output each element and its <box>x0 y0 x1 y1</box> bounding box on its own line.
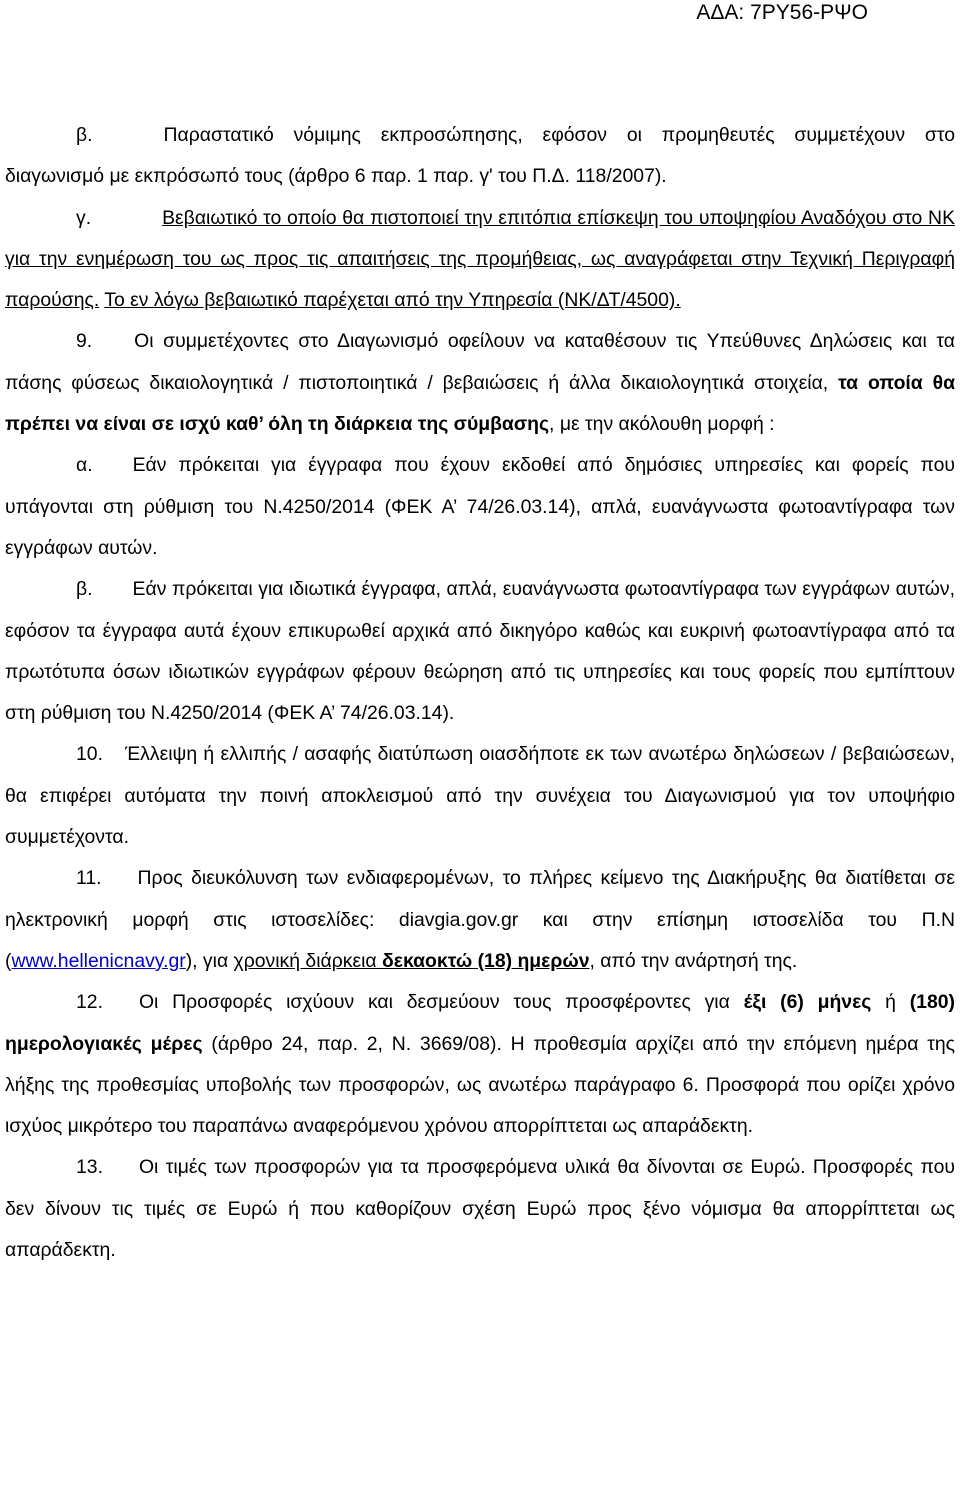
ada-header: ΑΔΑ: 7ΡΥ56-ΡΨΟ <box>696 1 868 24</box>
paragraph-number: 13. <box>76 1156 103 1179</box>
website-link[interactable]: www.hellenicnavy.gr <box>11 949 186 972</box>
item-marker: γ. <box>76 206 92 229</box>
document-body <box>5 115 955 1271</box>
paragraph-text: Οι συμμετέχοντες στο Διαγωνισμό οφείλουν να καταθέσουν τις Υπεύθυνες Δηλώσεις και τα πάσης φύσεως δικαιολογητικά / πιστοποιητικά / βεβαιώσεις ή άλλα δικαιολογητικά στοιχεία, <box>5 330 955 394</box>
paragraph-9b <box>5 569 955 734</box>
paragraph-text: Εάν πρόκειται για έγγραφα που έχουν εκδοθεί από δημόσιες υπηρεσίες και φορείς που υπάγονται στη ρύθμιση του Ν.4250/2014 (ΦΕΚ Α’ 74/26.03.14), απλά, ευανάγνωστα φωτοαντίγραφα των εγγράφων αυτών. <box>5 454 955 559</box>
paragraph-13 <box>5 1147 955 1271</box>
paragraph-text: , με την ακόλουθη μορφή : <box>549 413 775 436</box>
paragraph-text: Προς διευκόλυνση των ενδιαφερομένων, το πλήρες κείμενο της Διακήρυξης θα διατίθεται σε ηλεκτρονική μορφή στις ιστοσελίδες: diavgia.gov.gr και στην επίσημη ιστοσελίδα του Π.Ν ( <box>5 867 955 972</box>
paragraph-text: ), για <box>185 949 234 972</box>
bold-underlined-text: δεκαοκτώ (18) ημερών <box>382 949 590 972</box>
paragraph-g <box>5 198 955 322</box>
bold-text: (180) ημερολογιακές μέρες <box>5 991 955 1055</box>
underlined-text: , <box>589 949 595 972</box>
paragraph-12 <box>5 982 955 1147</box>
item-marker: β. <box>76 578 93 601</box>
item-marker: β. <box>76 124 93 146</box>
paragraph-number: 10. <box>76 743 103 766</box>
item-marker: α. <box>76 454 93 477</box>
underlined-text: Βεβαιωτικό το οποίο θα πιστοποιεί την επιτόπια επίσκεψη του υποψηφίου Αναδόχου στο ΝΚ για την ενημέρωση του ως προς τις απαιτήσεις της προμήθειας, ως αναγράφεται στην Τεχνική Περιγραφή παρούσης. <box>5 206 955 312</box>
paragraph-11 <box>5 858 955 982</box>
paragraph-text: από την ανάρτησή της. <box>594 949 798 972</box>
underlined-text: Το εν λόγω βεβαιωτικό παρέχεται από την Υπηρεσία (ΝΚ/ΔΤ/4500). <box>104 289 681 312</box>
bold-text: τα οποία θα πρέπει να είναι σε ισχύ καθ’ όλη τη διάρκεια της σύμβασης <box>5 371 955 436</box>
underlined-text: χρονική διάρκεια <box>233 949 382 972</box>
paragraph-text: Παραστατικό νόμιμης εκπροσώπησης, εφόσον οι προμηθευτές συμμετέχουν στο διαγωνισμό με εκπρόσωπό τους (άρθρο 6 παρ. 1 παρ. γ' του Π.Δ. 118/2007). <box>5 124 955 188</box>
paragraph-number: 12. <box>76 991 103 1014</box>
paragraph-number: 11. <box>76 867 102 890</box>
paragraph-text: Εάν πρόκειται για ιδιωτικά έγγραφα, απλά, ευανάγνωστα φωτοαντίγραφα των εγγράφων αυτών, εφόσον τα έγγραφα αυτά έχουν επικυρωθεί αρχικά από δικηγόρο καθώς και ευκρινή φωτοαντίγραφα από τα πρωτότυπα όσων ιδιωτικών εγγράφων φέρουν θεώρηση από τις υπηρεσίες και τους φορείς που εμπίπτουν στη ρύθμιση του Ν.4250/2014 (ΦΕΚ Α’ 74/26.03.14). <box>5 578 955 725</box>
paragraph-text: Οι τιμές των προσφορών για τα προσφερόμενα υλικά θα δίνονται σε Ευρώ. Προσφορές που δεν δίνουν τις τιμές σε Ευρώ ή που καθορίζουν σχέση Ευρώ προς ξένο νόμισμα θα απορρίπτεται ως απαράδεκτη. <box>5 1156 955 1262</box>
paragraph-text: Οι Προσφορές ισχύουν και δεσμεύουν τους προσφέροντες για <box>138 991 744 1014</box>
paragraph-9 <box>5 321 955 445</box>
paragraph-number: 9. <box>76 330 93 353</box>
paragraph-b <box>5 115 955 198</box>
paragraph-10 <box>5 734 955 858</box>
paragraph-text: (άρθρο 24, παρ. 2, Ν. 3669/08). Η προθεσμία αρχίζει από την επόμενη ημέρα της λήξης της προθεσμίας υποβολής των προσφορών, ως ανωτέρω παράγραφο 6. Προσφορά που ορίζει χρόνο ισχύος μικρότερο του παραπάνω αναφερόμενου χρόνου απορρίπτεται ως απαράδεκτη. <box>5 1032 955 1138</box>
bold-text: έξι (6) μήνες <box>743 991 872 1014</box>
paragraph-9a <box>5 445 955 569</box>
paragraph-text: Έλλειψη ή ελλιπής / ασαφής διατύπωση οιασδήποτε εκ των ανωτέρω δηλώσεων / βεβαιώσεων, θα επιφέρει αυτόματα την ποινή αποκλεισμού από την συνέχεια του Διαγωνισμού για τον υποψήφιο συμμετέχοντα. <box>5 743 955 849</box>
paragraph-text: ή <box>871 991 910 1014</box>
